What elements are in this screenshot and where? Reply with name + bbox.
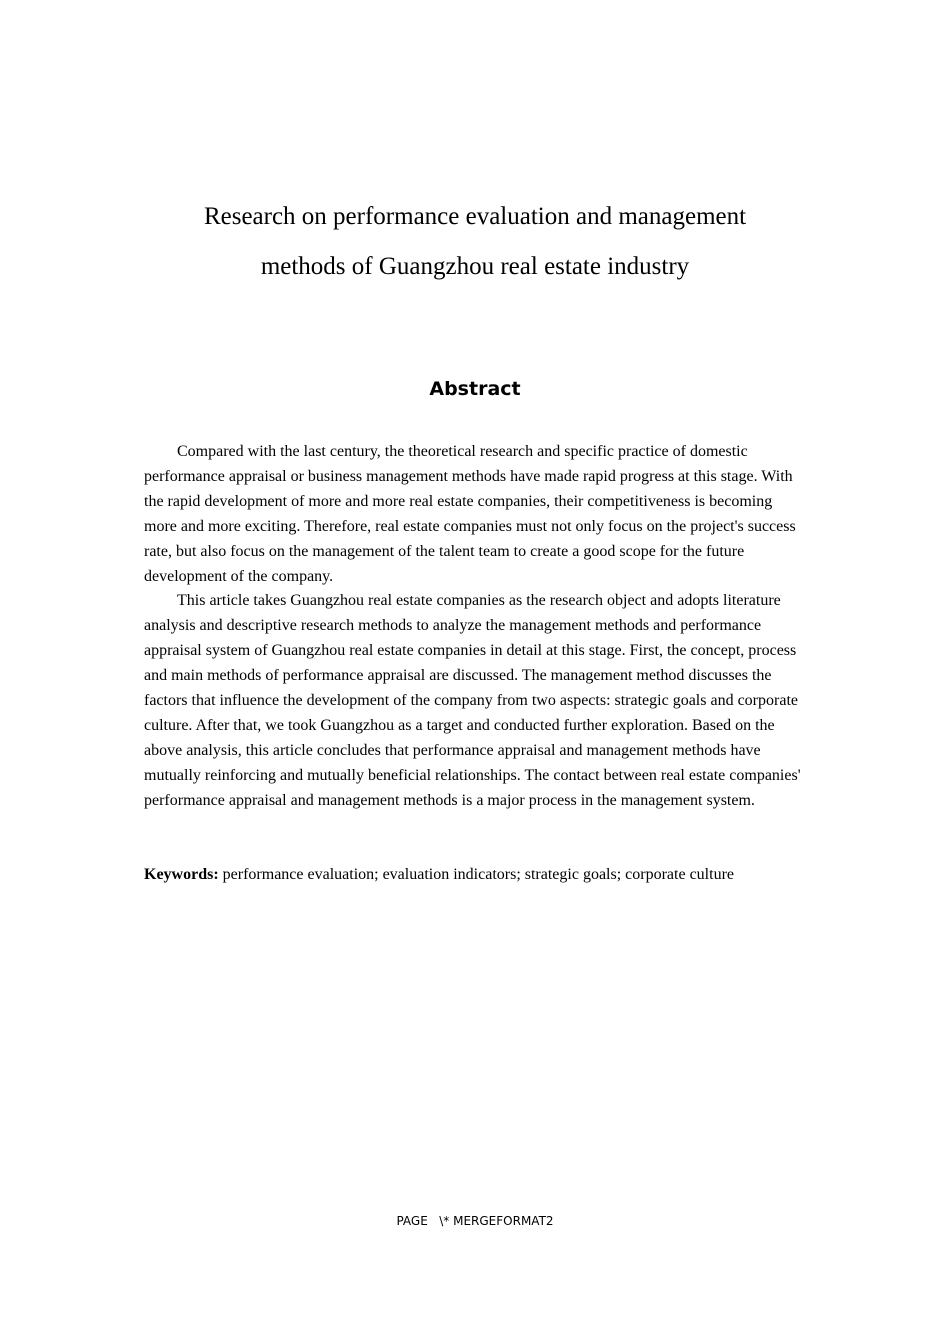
abstract-paragraph-1: Compared with the last century, the theoretical research and specific practice of domestic performance appraisal or business management methods have made rapid progress at this stage. With the rapid development of more and more real estate companies, their competitiveness is becoming more and more exciting. Therefore, real estate companies must not only focus on the project's success rate, but also focus on the management of the talent team to create a good scope for the future development of the company. <box>144 443 796 585</box>
abstract-heading: Abstract <box>429 378 521 400</box>
abstract-body <box>144 440 808 814</box>
keywords-text: performance evaluation; evaluation indicators; strategic goals; corporate culture <box>218 866 734 883</box>
keywords-line <box>144 863 824 887</box>
title-line-1: Research on performance evaluation and management <box>203 203 747 230</box>
abstract-paragraph-2: This article takes Guangzhou real estate companies as the research object and adopts literature analysis and descriptive research methods to analyze the management methods and performance appraisal system of Guangzhou real estate companies in detail at this stage. First, the concept, process and main methods of performance appraisal are discussed. The management method discusses the factors that influence the development of the company from two aspects: strategic goals and corporate culture. After that, we took Guangzhou as a target and conducted further exploration. Based on the above analysis, this article concludes that performance appraisal and management methods have mutually reinforcing and mutually beneficial relationships. The contact between real estate companies' performance appraisal and management methods is a major process in the management system. <box>144 592 801 809</box>
document-title <box>144 192 806 292</box>
keywords-label: Keywords: <box>144 866 219 883</box>
title-line-2: methods of Guangzhou real estate industry <box>260 253 690 280</box>
page-footer: PAGE \* MERGEFORMAT2 <box>396 1214 554 1228</box>
